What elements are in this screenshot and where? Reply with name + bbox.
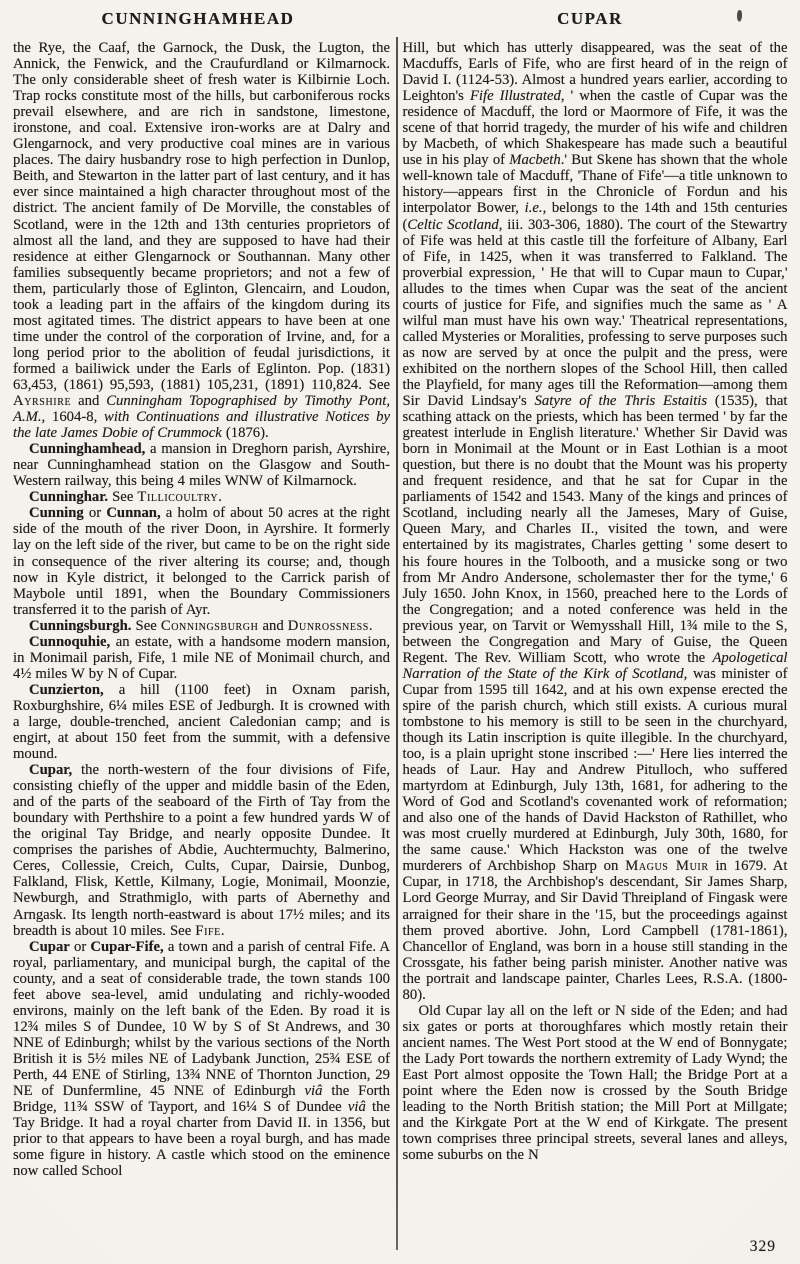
paragraph-old-cupar-ports: Old Cupar lay all on the left or N side of the Eden; and had six gates or ports at thoroughfares which mostly retain their ancient names. The West Port stood at the W end of Bonnygate; the Lady Port towards the northern extremity of Lady Wynd; the East Port almost opposite the Town Hall; the Bridge Port at a point where the Eden now is crossed by the South Bridge leading to the North British station; the Mill Port at Millgate; and the Kirkgate Port at the W end of Kirkgate. The present town comprises three principal streets, several lanes and alleys, some suburbs on the N — [402, 1002, 788, 1164]
smallcaps-run: Conningsburgh — [160, 617, 259, 634]
italic-run: viâ — [304, 1083, 323, 1100]
italic-run: with Continuations and illustrative Notices by the late James Dobie of Crummock — [13, 409, 390, 442]
bold-run: Cunnan, — [106, 505, 161, 522]
continuation-cunninghame-district: the Rye, the Caaf, the Garnock, the Dusk, the Lugton, the Annick, the Fenwick, and the Craufurdland or Kilmarnock. The only considerable sheet of fresh water is Kilbirnie Loch. Trap rocks constitute most of the hills, but carboniferous rocks prevail elsewhere, and are rich in sandstone, limestone, ironstone, and coal. Extensive iron-works are at Dalry and Glengarnock, and very productive coal mines are in various places. The dairy husbandry rose to high perfection in Dunlop, Beith, and Stewarton in the latter part of last century, and it has ever since maintained a high character throughout most of the district. The ancient family of De Morville, the constables of Scotland, were in the 12th and 13th centuries proprietors of almost all the land, and they are supposed to have had their residence at either Glengarnock or Southannan. Many other families subsequently became proprietors; and not a few of them, particularly those of Eglinton, Glencairn, and Loudon, took a leading part in the affairs of the kingdom during its most agitated times. The district appears to have been at one time under the control of the corporation of Irvine, and, for a long period prior to the abolition of feudal jurisdictions, it formed a bailiwick under the Earls of Eglinton. Pop. (1831) 63,453, (1861) 95,593, (1881) 105,231, (1891) 110,824. See Ayrshire and Cunningham Topographised by Timothy Pont, A.M., 1604-8, with Continuations and illustrative Notices by the late James Dobie of Crummock (1876). — [13, 40, 390, 442]
entry-cupar-town: Cupar or Cupar-Fife, a town and a parish of central Fife. A royal, parliamentary, and municipal burgh, the capital of the county, and a seat of considerable trade, the town stands 100 feet above sea-level, amid undulating and richly-wooded environs, mainly on the left bank of the Eden. By road it is 12¾ miles S of Dundee, 10 W by S of St Andrews, and 30 NNE of Edinburgh; whilst by the various sections of the North British it is 5½ miles NE of Ladybank Junction, 25¾ ESE of Perth, 44 ENE of Stirling, 13¾ NNE of Thornton Junction, 29 NE of Dunfermline, 45 NNE of Edinburgh viâ the Forth Bridge, 11¾ SSW of Tayport, and 16¼ S of Dundee viâ the Tay Bridge. It had a royal charter from David II. in 1356, but prior to that appears to have been a royal burgh, and has made some figure in history. A castle which stood on the eminence now called School — [13, 938, 390, 1180]
right-column — [403, 40, 788, 1256]
bold-run: Cupar, — [29, 762, 73, 779]
smallcaps-run: Tillicoultry — [137, 489, 219, 506]
left-column — [13, 40, 390, 1256]
entry-cunnoquhie: Cunnoquhie, an estate, with a handsome modern mansion, in Monimail parish, Fife, 1 mile NE of Monimail church, and 4½ miles W by N of Cupar. — [13, 633, 390, 682]
italic-run: i.e. — [524, 200, 543, 217]
page-number: 329 — [749, 1238, 776, 1255]
smallcaps-run: Magus Muir — [625, 858, 709, 875]
smallcaps-run: Fife — [195, 922, 221, 939]
running-head-right: CUPAR — [557, 9, 623, 28]
smallcaps-run: Dunrossness — [287, 617, 369, 634]
italic-run: Apologetical Narration of the State of the Kirk of Scotland — [402, 649, 788, 682]
italic-run: viâ — [347, 1099, 366, 1116]
text-columns — [13, 40, 793, 1256]
entry-cunningsburgh: Cunningsburgh. See Conningsburgh and Dunrossness. — [29, 617, 373, 634]
bold-run: Cunninghar. — [29, 489, 109, 506]
bold-run: Cunnoquhie, — [29, 633, 111, 650]
entry-cunzierton: Cunzierton, a hill (1100 feet) in Oxnam parish, Roxburghshire, 6¼ miles ESE of Jedburgh. It is crowned with a large, double-trenched, ancient Caledonian camp; and is engirt, at about 150 feet from the summit, with a defensive mound. — [13, 681, 390, 763]
bold-run: Cunningsburgh. — [29, 617, 132, 634]
entry-cunninghamhead: Cunninghamhead, a mansion in Dreghorn parish, Ayrshire, near Cunninghamhead station on the Glasgow and South-Western railway, this being 4 miles WNW of Kilmarnock. — [13, 441, 390, 490]
running-heads — [0, 9, 800, 35]
running-head-left: CUNNINGHAMHEAD — [101, 9, 295, 28]
bold-run: Cupar-Fife, — [90, 938, 164, 955]
entry-cunning-cunnan: Cunning or Cunnan, a holm of about 50 acres at the right side of the mouth of the river Doon, in Ayrshire. It formerly lay on the left side of the river, but came to be on the right side in consequence of the river altering its course; and, though now in Kyle district, it belonged to the Carrick parish of Maybole until 1891, when the Boundary Commissioners transferred it to the parish of Ayr. — [13, 505, 390, 618]
italic-run: Celtic Scotland — [407, 216, 499, 233]
entry-cunninghar: Cunninghar. See Tillicoultry. — [29, 489, 222, 506]
italic-run: Satyre of the Thris Estaitis — [534, 393, 708, 410]
bold-run: Cunning — [29, 505, 84, 522]
italic-run: Macbeth — [509, 152, 561, 169]
bold-run: Cupar — [29, 938, 70, 955]
smallcaps-run: Ayrshire — [13, 393, 72, 410]
italic-run: Cunningham Topographised by Timothy Pont, A.M., — [13, 393, 390, 426]
continuation-cupar-town: Hill, but which has utterly disappeared, was the seat of the Macduffs, Earls of Fife, who are first heard of in the reign of David I. (1124-53). Almost a hundred years earlier, according to Leighton's Fife Illustrated, ' when the castle of Cupar was the residence of Macduff, the lord or Maormore of Fife, it was the scene of that horrid tragedy, the murder of his wife and children by Macbeth, of which Shakespeare has made such a beautiful use in his play of Macbeth.' But Skene has shown that the whole well-known tale of Macduff, 'Thane of Fife'—a title unknown to history—appears first in the Chronicle of Fordun and his interpolator Bower, i.e., belongs to the 14th and 15th centuries (Celtic Scotland, iii. 303-306, 1880). The court of the Stewartry of Fife was held at this castle till the forfeiture of Albany, Earl of Fife, in 1425, when it was transferred to Falkland. The proverbial expression, ' He that will to Cupar maun to Cupar,' alludes to the times when Cupar was the seat of the ancient courts of justice for Fife, and signifies much the same as ' A wilful man must have his own way.' Theatrical representations, called Mysteries or Moralities, professing to serve purposes such as now are served by at once the pulpit and the press, were exhibited on the northern slopes of the School Hill, then called the Playfield, for many ages till the Reformation—among them Sir David Lindsay's Satyre of the Thris Estaitis (1535), that scathing attack on the priests, which has been termed ' by far the greatest interlude in English literature.' Whether Sir David was born in Monimail at the Mount or in East Lothian is a moot question, but there is no doubt that the Mount was his property and frequent residence, and that he sat for Cupar in the parliaments of 1542 and 1543. Many of the kings and princes of Scotland, including nearly all the Jameses, Mary of Guise, Queen Mary, and Charles II., visited the town, and were entertained by its magistrates, Charles getting ' some desert to his foure houres in the Tolbooth, and a musicke song or two from Mr Andro Andersone, scholemaster ther for the tyme,' 6 July 1650. John Knox, in 1560, preached here to the Lords of the Congregation; and a noted conference was held in the previous year, on Tarvit or Wemysshall Hill, 1¾ mile to the S, between the Congregation and Mary of Guise, the Queen Regent. The Rev. William Scott, who wrote the Apologetical Narration of the State of the Kirk of Scotland, was minister of Cupar from 1595 till 1642, and at his own expense erected the spire of the parish church, which still exists. A curious mural tombstone to his memory is still to be seen in the churchyard, though its Latin inscription is quite illegible. In the churchyard, too, is a plain upright stone inscribed :—' Here lies interred the heads of Laur. Hay and Andrew Pitulloch, who suffered martyrdom at Edinburgh, July 13th, 1681, for adhering to the Word of God and Scotland's covenanted work of reformation; and also one of the hands of David Hackston of Rathillet, who was most cruelly murdered at Edinburgh, July 30th, 1680, for the same cause.' Which Hackston was one of the twelve murderers of Archbishop Sharp on Magus Muir in 1679. At Cupar, in 1718, the Archbishop's descendant, Sir James Sharp, Lord George Murray, and Sir David Threipland of Fingask were arraigned for their share in the '15, but the proceedings against them proved abortive. John, Lord Campbell (1781-1861), Chancellor of England, was born in a house still standing in the Crossgate, his father being parish minister. Another native was the portrait and landscape painter, Charles Lees, R.S.A. (1800-80). — [402, 40, 788, 1003]
italic-run: Fife Illustrated — [469, 88, 561, 105]
column-divider-rule — [396, 37, 398, 1250]
bold-run: Cunninghamhead, — [29, 441, 146, 458]
bold-run: Cunzierton, — [29, 681, 104, 698]
entry-cupar-district: Cupar, the north-western of the four divisions of Fife, consisting chiefly of the upper and middle basin of the Eden, and of the parts of the seaboard of the Firth of Tay from the boundary with Perthshire to a point a few hundred yards W of the original Tay Bridge, and nearly opposite Dundee. It comprises the parishes of Abdie, Auchtermuchty, Balmerino, Ceres, Collessie, Creich, Cults, Cupar, Dairsie, Dunbog, Falkland, Flisk, Kettle, Kilmany, Logie, Monimail, Moonzie, Newburgh, and Strathmiglo, with parts of Abernethy and Arngask. Its length north-eastward is about 17½ miles; and its breadth is about 10 miles. See Fife. — [13, 762, 390, 939]
